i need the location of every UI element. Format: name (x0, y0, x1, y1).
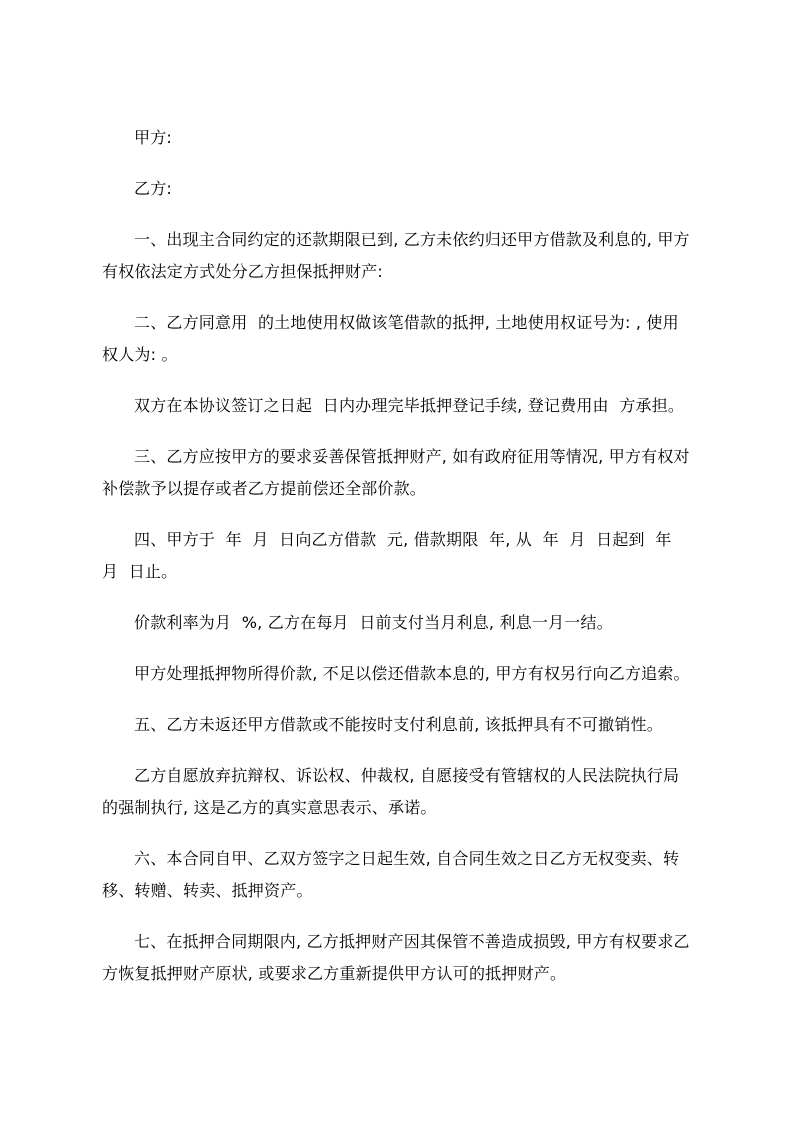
party-a-line: 甲方: (134, 128, 172, 147)
registration-clause: 双方在本协议签订之日起 日内办理完毕抵押登记手续, 登记费用由 方承担。 (134, 396, 685, 415)
clause-four: 四、甲方于 年 月 日向乙方借款 元, 借款期限 年, 从 年 月 日起到 年 月 日止。 (102, 530, 683, 581)
clause-six: 六、本合同自甲、乙双方签字之日起生效, 自合同生效之日乙方无权变卖、转移、转赠、转卖、抵押资产。 (102, 849, 680, 900)
party-b-line: 乙方: (134, 179, 172, 198)
recourse-clause: 甲方处理抵押物所得价款, 不足以偿还借款本息的, 甲方有权另行向乙方追索。 (134, 664, 690, 683)
clause-seven: 七、在抵押合同期限内, 乙方抵押财产因其保管不善造成损毁, 甲方有权要求乙方恢复抵押财产原状, 或要求乙方重新提供甲方认可的抵押财产。 (102, 932, 690, 983)
clause-one: 一、出现主合同约定的还款期限已到, 乙方未依约归还甲方借款及利息的, 甲方有权依法定方式处分乙方担保抵押财产: (102, 230, 690, 281)
interest-rate-clause: 价款利率为月 %, 乙方在每月 日前支付当月利息, 利息一月一结。 (134, 613, 613, 632)
clause-two: 二、乙方同意用 的土地使用权做该笔借款的抵押, 土地使用权证号为: , 使用权人为: 。 (102, 313, 679, 364)
clause-five: 五、乙方未返还甲方借款或不能按时支付利息前, 该抵押具有不可撤销性。 (134, 715, 663, 734)
waiver-clause: 乙方自愿放弃抗辩权、诉讼权、仲裁权, 自愿接受有管辖权的人民法院执行局的强制执行, 这是乙方的真实意思表示、承诺。 (102, 766, 680, 817)
clause-three: 三、乙方应按甲方的要求妥善保管抵押财产, 如有政府征用等情况, 甲方有权对补偿款予以提存或者乙方提前偿还全部价款。 (102, 447, 690, 498)
